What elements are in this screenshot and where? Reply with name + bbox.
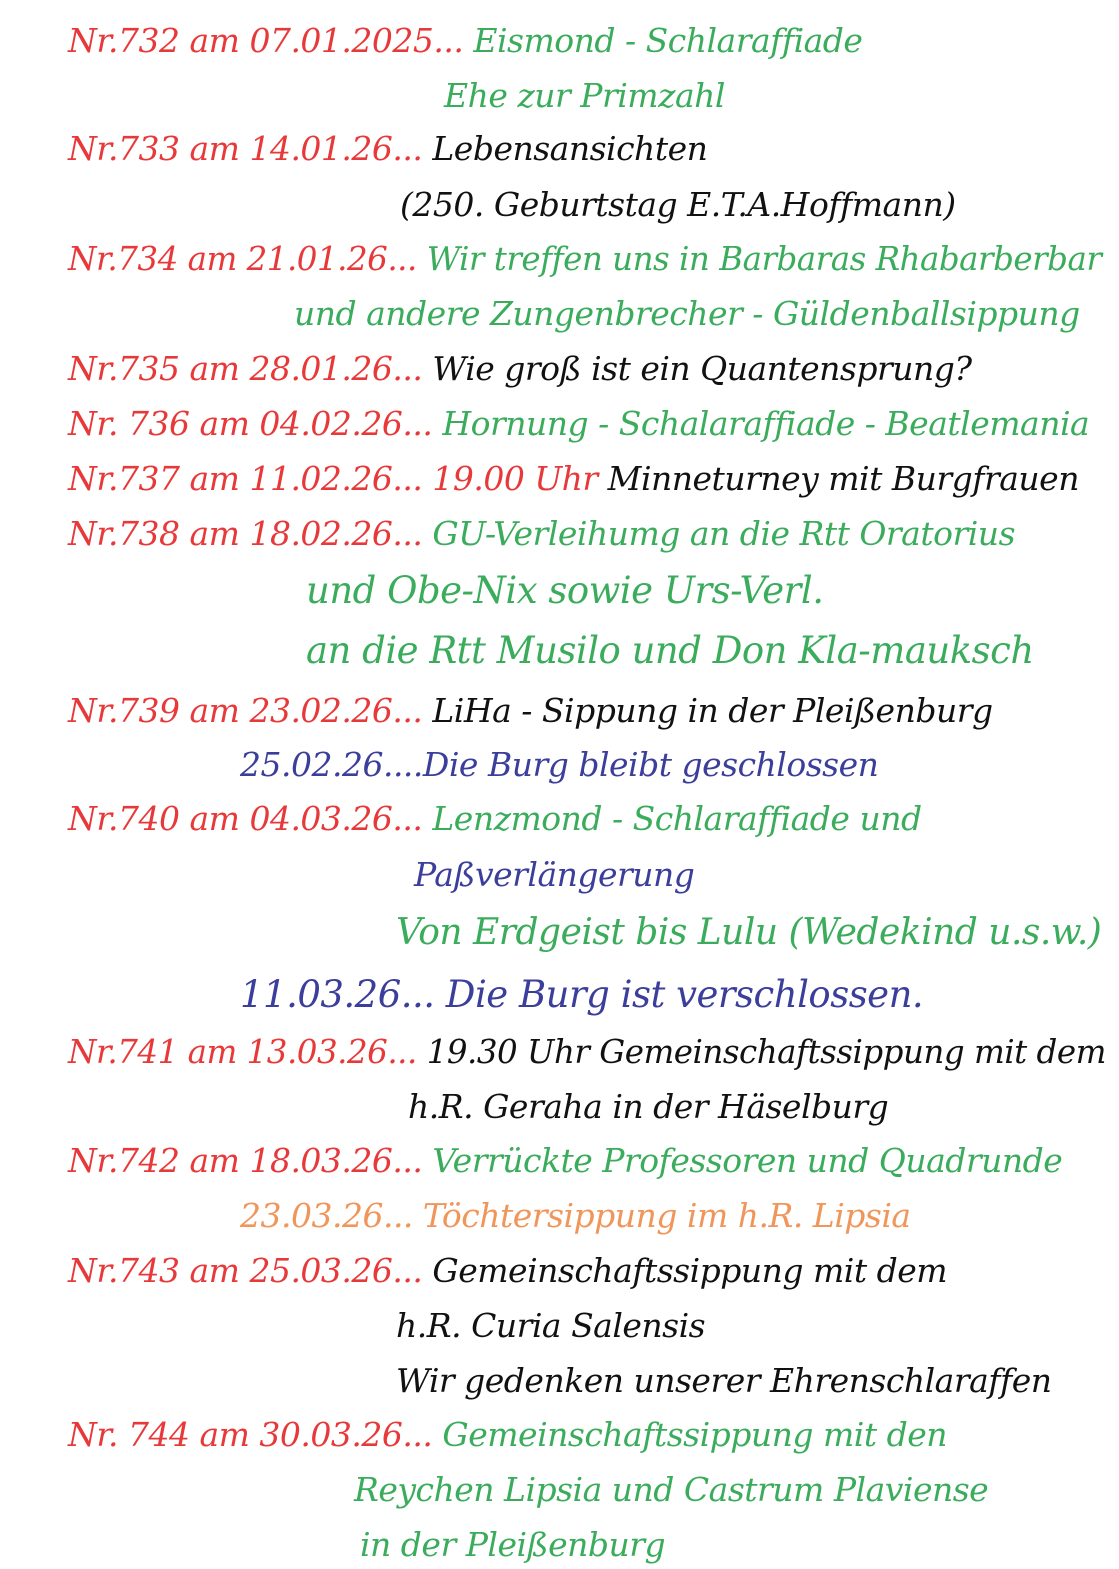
- entry-title: Eismond - Schlaraffiade: [473, 21, 863, 60]
- entry-date: Nr.740 am 04.03.26...: [68, 799, 423, 838]
- entry-continuation: Paßverlängerung: [414, 855, 695, 894]
- entry-733: [68, 130, 707, 168]
- entry-title: GU-Verleihumg an die Rtt Oratorius: [432, 514, 1015, 553]
- entry-date: Nr.737 am 11.02.26... 19.00 Uhr: [68, 459, 598, 498]
- entry-title: Verrückte Professoren und Quadrunde: [432, 1141, 1063, 1180]
- entry-743: [68, 1252, 947, 1290]
- entry-732: [68, 22, 862, 60]
- entry-742: [68, 1142, 1062, 1180]
- entry-date: Nr. 744 am 30.03.26...: [68, 1415, 433, 1454]
- entry-continuation: Reychen Lipsia und Castrum Plaviense: [354, 1470, 989, 1509]
- entry-737: [68, 460, 1079, 498]
- closed-notice: 11.03.26... Die Burg ist verschlossen.: [240, 973, 924, 1016]
- entry-continuation: h.R. Geraha in der Häselburg: [408, 1087, 889, 1126]
- entry-date: Nr.739 am 23.02.26...: [68, 691, 423, 730]
- entry-date: Nr.734 am 21.01.26...: [68, 240, 417, 278]
- entry-date: Nr.741 am 13.03.26...: [68, 1033, 417, 1071]
- entry-continuation: h.R. Curia Salensis: [396, 1306, 706, 1345]
- entry-date: Nr.743 am 25.03.26...: [68, 1251, 423, 1290]
- entry-continuation: Ehe zur Primzahl: [444, 76, 725, 115]
- entry-date: Nr. 736 am 04.02.26...: [68, 404, 433, 443]
- entry-title: Gemeinschaftssippung mit den: [442, 1415, 947, 1454]
- daughters-session: 23.03.26... Töchtersippung im h.R. Lipsia: [240, 1196, 911, 1235]
- entry-739: [68, 692, 993, 730]
- entry-continuation: an die Rtt Musilo und Don Kla-mauksch: [306, 629, 1034, 672]
- entry-date: Nr.733 am 14.01.26...: [68, 129, 423, 168]
- entry-744: [68, 1416, 947, 1454]
- entry-title: Hornung - Schalaraffiade - Beatlemania: [442, 404, 1090, 443]
- entry-date: Nr.738 am 18.02.26...: [68, 514, 423, 553]
- entry-741: [68, 1033, 1106, 1071]
- entry-title: 19.30 Uhr Gemeinschaftssippung mit dem: [426, 1033, 1106, 1071]
- entry-735: [68, 350, 972, 388]
- closed-notice: 25.02.26....Die Burg bleibt geschlossen: [240, 745, 879, 784]
- entry-title: Minneturney mit Burgfrauen: [607, 459, 1079, 498]
- entry-date: Nr.735 am 28.01.26...: [68, 349, 423, 388]
- entry-continuation: in der Pleißenburg: [360, 1525, 666, 1564]
- entry-title: LiHa - Sippung in der Pleißenburg: [432, 691, 993, 730]
- entry-title: Wir treffen uns in Barbaras Rhabarberbar: [426, 240, 1102, 278]
- entry-date: Nr.732 am 07.01.2025...: [68, 21, 464, 60]
- entry-title: Lebensansichten: [432, 129, 708, 168]
- entry-title: Lenzmond - Schlaraffiade und: [432, 799, 922, 838]
- entry-736: [68, 405, 1089, 443]
- entry-continuation: Wir gedenken unserer Ehrenschlaraffen: [396, 1361, 1052, 1400]
- entry-continuation: und Obe-Nix sowie Urs-Verl.: [306, 569, 824, 612]
- entry-734: [68, 240, 1101, 278]
- entry-740: [68, 800, 922, 838]
- entry-continuation: Von Erdgeist bis Lulu (Wedekind u.s.w.): [396, 912, 1102, 953]
- entry-continuation: (250. Geburtstag E.T.A.Hoffmann): [400, 185, 956, 224]
- entry-title: Wie groß ist ein Quantensprung?: [432, 349, 972, 388]
- entry-738: [68, 515, 1015, 553]
- entry-continuation: und andere Zungenbrecher - Güldenballsippung: [294, 294, 1080, 333]
- entry-date: Nr.742 am 18.03.26...: [68, 1141, 423, 1180]
- entry-title: Gemeinschaftssippung mit dem: [432, 1251, 948, 1290]
